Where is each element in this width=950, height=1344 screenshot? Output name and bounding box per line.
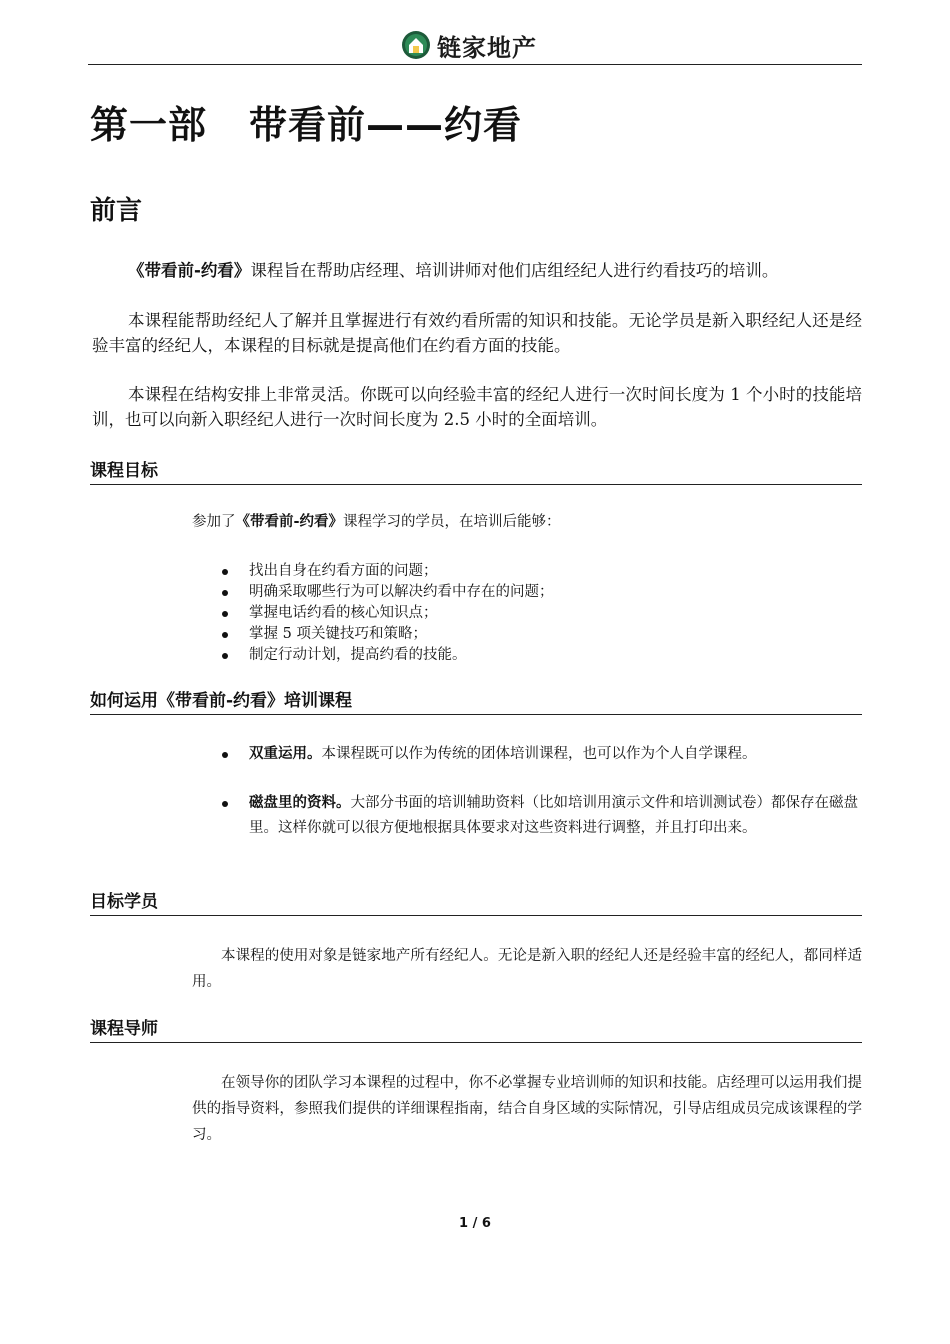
- list-item: 找出自身在约看方面的问题；: [220, 561, 554, 582]
- page-number: 1 / 6: [459, 1216, 491, 1231]
- mentor-heading: 课程导师: [90, 1018, 862, 1043]
- list-item: 磁盘里的资料。大部分书面的培训辅助资料（比如培训用演示文件和培训测试卷）都保存在磁盘里。这样你就可以很方便地根据具体要求对这些资料进行调整，并且打印出来。: [220, 791, 862, 841]
- preface-heading: 前言: [90, 196, 143, 226]
- course-name: 《带看前-约看》: [128, 261, 251, 280]
- preface-paragraph-2: 本课程能帮助经纪人了解并且掌握进行有效约看所需的知识和技能。无论学员是新入职经纪人还是经验丰富的经纪人，本课程的目标就是提高他们在约看方面的技能。: [92, 311, 862, 355]
- logo-text: 链家地产: [437, 33, 537, 62]
- preface-paragraph-1: 《带看前-约看》课程旨在帮助店经理、培训讲师对他们店组经纪人进行约看技巧的培训。: [128, 261, 779, 280]
- chapter-name: 带看前——约看: [249, 103, 523, 147]
- audience-heading: 目标学员: [90, 891, 862, 916]
- list-item: 掌握电话约看的核心知识点；: [220, 603, 554, 624]
- objectives-list: [220, 561, 554, 666]
- chapter-part: 第一部: [90, 103, 208, 147]
- audience-text: 本课程的使用对象是链家地产所有经纪人。无论是新入职的经纪人还是经验丰富的经纪人，都同样适用。: [192, 948, 862, 990]
- preface-paragraph-3: 本课程在结构安排上非常灵活。你既可以向经验丰富的经纪人进行一次时间长度为 1 个小时的技能培训，也可以向新入职经纪人进行一次时间长度为 2.5 小时的全面培训。: [92, 385, 862, 429]
- chapter-title: [90, 94, 522, 149]
- mentor-text: 在领导你的团队学习本课程的过程中，你不必掌握专业培训师的知识和技能。店经理可以运用我们提供的指导资料，参照我们提供的详细课程指南，结合自身区域的实际情况，引导店组成员完成该课程的学习。: [192, 1075, 862, 1143]
- list-item: 双重运用。本课程既可以作为传统的团体培训课程，也可以作为个人自学课程。: [220, 742, 862, 767]
- page-header: [88, 26, 862, 65]
- usage-heading: 如何运用《带看前-约看》培训课程: [90, 690, 862, 715]
- company-logo: [401, 29, 537, 61]
- objectives-heading: 课程目标: [90, 460, 862, 485]
- objectives-intro: 参加了《带看前-约看》课程学习的学员，在培训后能够：: [192, 514, 561, 530]
- list-item: 明确采取哪些行为可以解决约看中存在的问题；: [220, 582, 554, 603]
- usage-list: [220, 742, 862, 841]
- list-item: 制定行动计划，提高约看的技能。: [220, 645, 554, 666]
- list-item: 掌握 5 项关键技巧和策略；: [220, 624, 554, 645]
- house-globe-icon: [401, 30, 431, 60]
